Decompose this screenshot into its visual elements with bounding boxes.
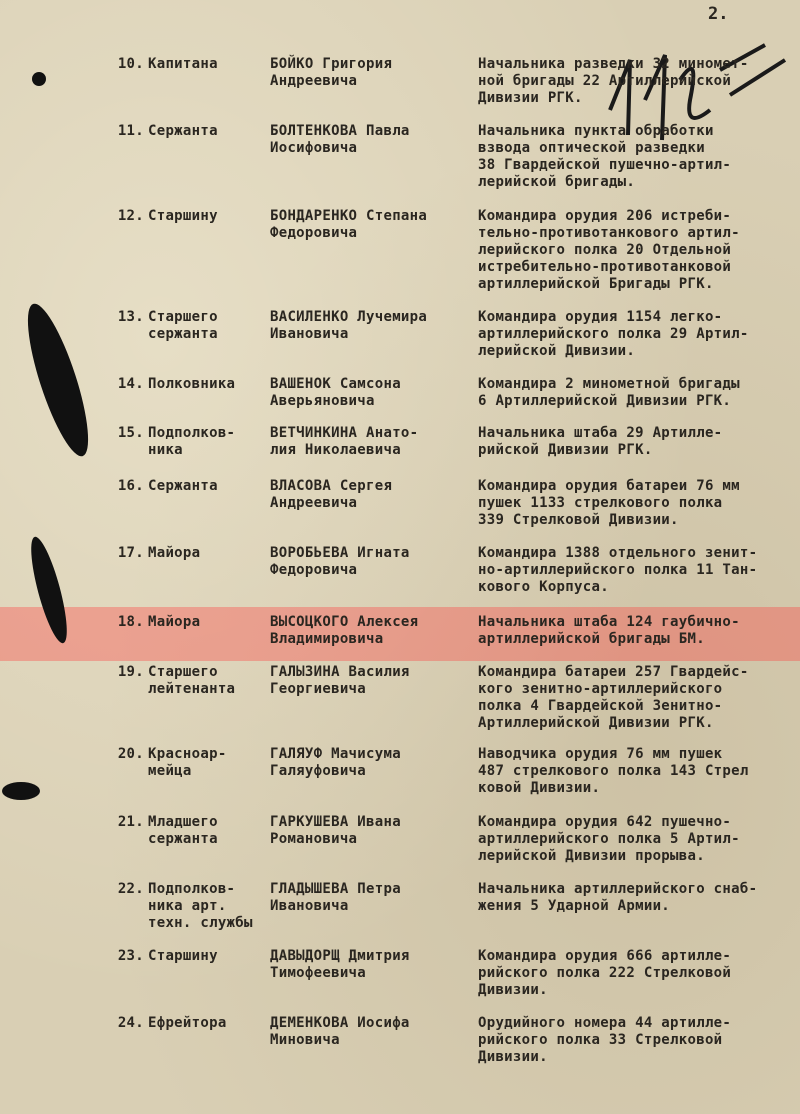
page-number: 2. (708, 4, 729, 24)
entry-position: Орудийного номера 44 артилле- рийского полка 33 Стрелковой Дивизии. (478, 1015, 732, 1065)
entry-position: Начальника штаба 29 Артилле- рийской Дивизии РГК. (478, 425, 723, 458)
entry-number: 15. (117, 425, 144, 441)
entry-number: 11. (117, 123, 144, 139)
entry-number: 12. (117, 208, 144, 224)
entry-position: Командира орудия 1154 легко- артиллерийского полка 29 Артил- лерийской Дивизии. (478, 309, 749, 359)
entry-name: БОНДАРЕНКО Степана Федоровича (270, 208, 428, 241)
entry-rank: Младшего сержанта (148, 814, 218, 847)
entry-position: Командира орудия 666 артилле- рийского полка 222 Стрелковой Дивизии. (478, 948, 732, 998)
entry-position: Начальника разведки 32 миномет- ной бригады 22 Артиллерийской Дивизии РГК. (478, 56, 749, 106)
entry-name: ВЕТЧИНКИНА Анато- лия Николаевича (270, 425, 419, 458)
entry-rank: Полковника (148, 376, 236, 392)
entry-number: 19. (117, 664, 144, 680)
entry-number: 23. (117, 948, 144, 964)
entry-number: 18. (117, 614, 144, 630)
entry-number: 10. (117, 56, 144, 72)
entry-name: ВОРОБЬЕВА Игната Федоровича (270, 545, 410, 578)
entry-position: Командира орудия батареи 76 мм пушек 1133 стрелкового полка 339 Стрелковой Дивизии. (478, 478, 740, 528)
entry-position: Командира орудия 642 пушечно- артиллерийского полка 5 Артил- лерийской Дивизии прорыва. (478, 814, 740, 864)
entry-position: Командира 2 минометной бригады 6 Артиллерийской Дивизии РГК. (478, 376, 740, 409)
entry-name: ВАСИЛЕНКО Лучемира Ивановича (270, 309, 428, 342)
entry-rank: Старшину (148, 948, 218, 964)
entry-name: ВЫСОЦКОГО Алексея Владимировича (270, 614, 419, 647)
entry-number: 16. (117, 478, 144, 494)
ink-blot (32, 72, 46, 86)
entry-number: 17. (117, 545, 144, 561)
ink-blot (2, 782, 40, 800)
entry-rank: Подполков- ника (148, 425, 236, 458)
entry-number: 24. (117, 1015, 144, 1031)
entry-name: ГАЛЯУФ Мачисума Галяуфовича (270, 746, 401, 779)
entry-number: 22. (117, 881, 144, 897)
entry-name: ВЛАСОВА Сергея Андреевича (270, 478, 393, 511)
entry-name: БОЛТЕНКОВА Павла Иосифовича (270, 123, 410, 156)
entry-rank: Старшего сержанта (148, 309, 218, 342)
entry-rank: Сержанта (148, 123, 218, 139)
entry-position: Начальника артиллерийского снаб- жения 5 Ударной Армии. (478, 881, 758, 914)
entry-rank: Старшину (148, 208, 218, 224)
entry-position: Командира 1388 отдельного зенит- но-артиллерийского полка 11 Тан- кового Корпуса. (478, 545, 758, 595)
entry-name: БОЙКО Григория Андреевича (270, 56, 393, 89)
entry-name: ГАЛЫЗИНА Василия Георгиевича (270, 664, 410, 697)
entry-name: ГАРКУШЕВА Ивана Романовича (270, 814, 401, 847)
entry-rank: Старшего лейтенанта (148, 664, 236, 697)
entry-position: Наводчика орудия 76 мм пушек 487 стрелкового полка 143 Стрел ковой Дивизии. (478, 746, 749, 796)
entry-rank: Красноар- мейца (148, 746, 227, 779)
entry-name: ДЕМЕНКОВА Иосифа Миновича (270, 1015, 410, 1048)
entry-number: 14. (117, 376, 144, 392)
entry-position: Начальника пункта обработки взвода оптической разведки 38 Гвардейской пушечно-артил- лерийской бригады. (478, 123, 732, 190)
entry-position: Командира орудия 206 истреби- тельно-противотанкового артил- лерийского полка 20 Отдельной истребительно-противотанковой артиллерийской Бригады РГК. (478, 208, 740, 292)
entry-position: Командира батареи 257 Гвардейс- кого зенитно-артиллерийского полка 4 Гвардейской Зенитно- Артиллерийской Дивизии РГК. (478, 664, 749, 731)
entry-rank: Ефрейтора (148, 1015, 227, 1031)
entry-rank: Подполков- ника арт. техн. службы (148, 881, 253, 931)
entry-name: ДАВЫДОРЩ Дмитрия Тимофеевича (270, 948, 410, 981)
entry-number: 13. (117, 309, 144, 325)
entry-number: 20. (117, 746, 144, 762)
entry-name: ГЛАДЫШЕВА Петра Ивановича (270, 881, 401, 914)
entry-rank: Сержанта (148, 478, 218, 494)
entry-number: 21. (117, 814, 144, 830)
entry-rank: Майора (148, 614, 201, 630)
entry-name: ВАШЕНОК Самсона Аверьяновича (270, 376, 401, 409)
entry-rank: Майора (148, 545, 201, 561)
entry-rank: Капитана (148, 56, 218, 72)
ink-blot (16, 298, 100, 461)
entry-position: Начальника штаба 124 гаубично- артиллерийской бригады БМ. (478, 614, 740, 647)
